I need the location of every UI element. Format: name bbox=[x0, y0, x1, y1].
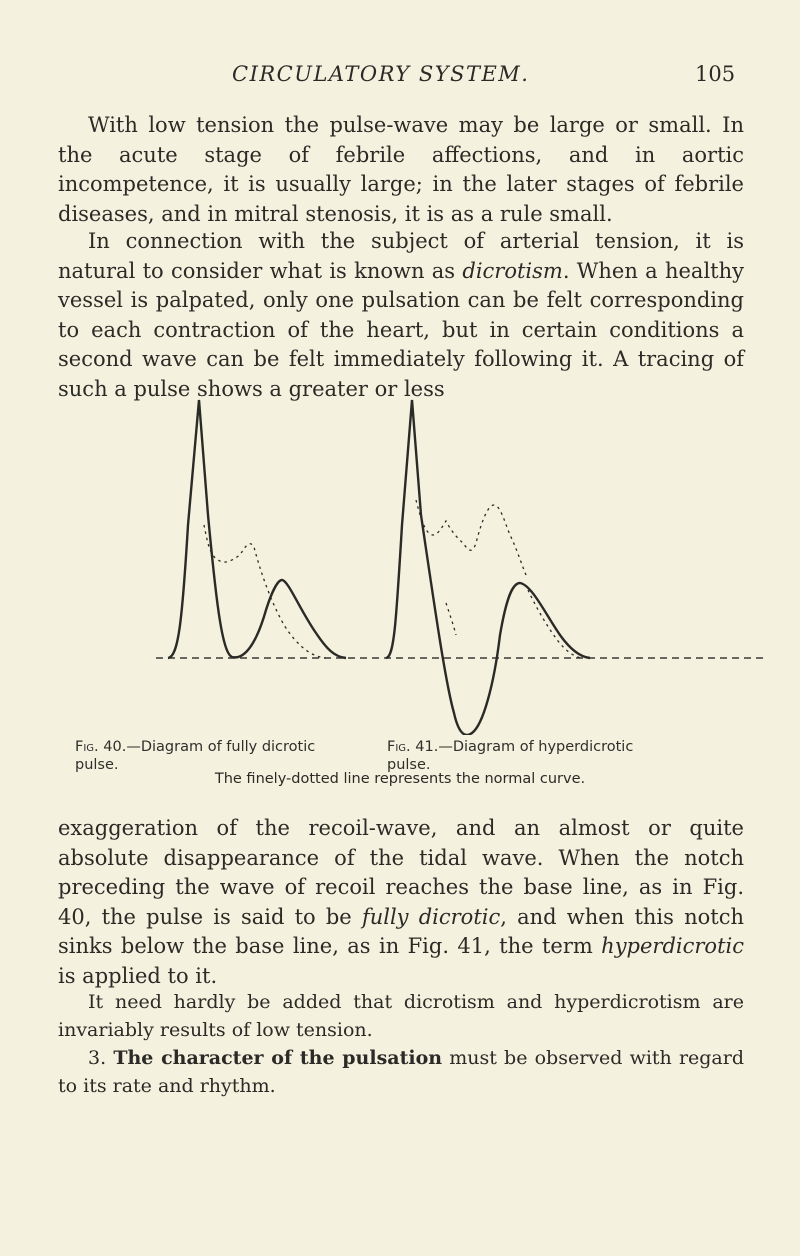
fig41-normal-curve-tail bbox=[528, 590, 582, 658]
paragraph-text: exaggeration of the recoil-wave, and an almost or quite absolute disappearance of the tidal wave. When the notch preceding the wave of recoil reaches the base line, as in Fig. 40, the pulse is said to be bbox=[58, 816, 744, 929]
figure-note: The finely-dotted line represents the normal curve. bbox=[214, 771, 586, 787]
term-fully-dicrotic: fully dicrotic bbox=[361, 904, 501, 929]
running-head: CIRCULATORY SYSTEM. bbox=[232, 62, 530, 86]
paragraph-exaggeration bbox=[58, 814, 744, 992]
fig41-normal-curve-dip bbox=[446, 603, 456, 635]
paragraph-text: . When a healthy vessel is palpated, only one pulsation can be felt corresponding to each contraction of the heart, but in certain conditions a second wave can be felt immediately following it. A tracing of such a pulse shows a greater or less bbox=[58, 258, 744, 401]
fig41-caption bbox=[387, 738, 677, 774]
section-number: 3. bbox=[88, 1047, 107, 1069]
page-number: 105 bbox=[695, 62, 736, 86]
fig40-caption-text: —Diagram of fully dicrotic pulse. bbox=[75, 739, 316, 773]
paragraph-low-tension-results bbox=[58, 989, 744, 1044]
fig40-pulse-curve bbox=[168, 400, 346, 658]
page-header bbox=[0, 62, 800, 90]
paragraph-dicrotism bbox=[58, 227, 744, 405]
fig41-diagram bbox=[386, 400, 590, 735]
pulse-diagrams bbox=[150, 395, 770, 735]
paragraph-text: With low tension the pulse-wave may be large or small. In the acute stage of febrile affections, and in aortic incompetence, it is usually large; in the later stages of febrile diseases, and in mitral stenosis, it is as a rule small. bbox=[58, 113, 744, 226]
fig41-normal-curve bbox=[416, 500, 526, 575]
fig40-diagram bbox=[168, 400, 346, 658]
fig40-number: Fig. 40. bbox=[75, 739, 127, 755]
paragraph-text: must be observed with regard to its rate and rhythm. bbox=[58, 1047, 745, 1097]
fig40-caption bbox=[75, 738, 350, 774]
paragraph-text: It need hardly be added that dicrotism and hyperdicrotism are invariably results of low tension. bbox=[58, 991, 744, 1041]
fig41-caption-text: —Diagram of hyperdicrotic pulse. bbox=[387, 739, 634, 773]
fig41-pulse-curve bbox=[386, 400, 590, 735]
paragraph-character bbox=[58, 1045, 744, 1100]
paragraph-text: is applied to it. bbox=[58, 963, 218, 988]
term-dicrotism: dicrotism bbox=[462, 258, 563, 283]
fig41-number: Fig. 41. bbox=[387, 739, 439, 755]
term-hyperdicrotic: hyperdicrotic bbox=[601, 934, 744, 959]
paragraph-low-tension bbox=[58, 111, 744, 229]
paragraph-text: In connection with the subject of arterial tension, it is natural to consider what is known as bbox=[58, 229, 744, 283]
bold-heading: The character of the pulsation bbox=[113, 1047, 443, 1069]
paragraph-text: , and when this notch sinks below the base line, as in Fig. 41, the term bbox=[58, 904, 744, 959]
